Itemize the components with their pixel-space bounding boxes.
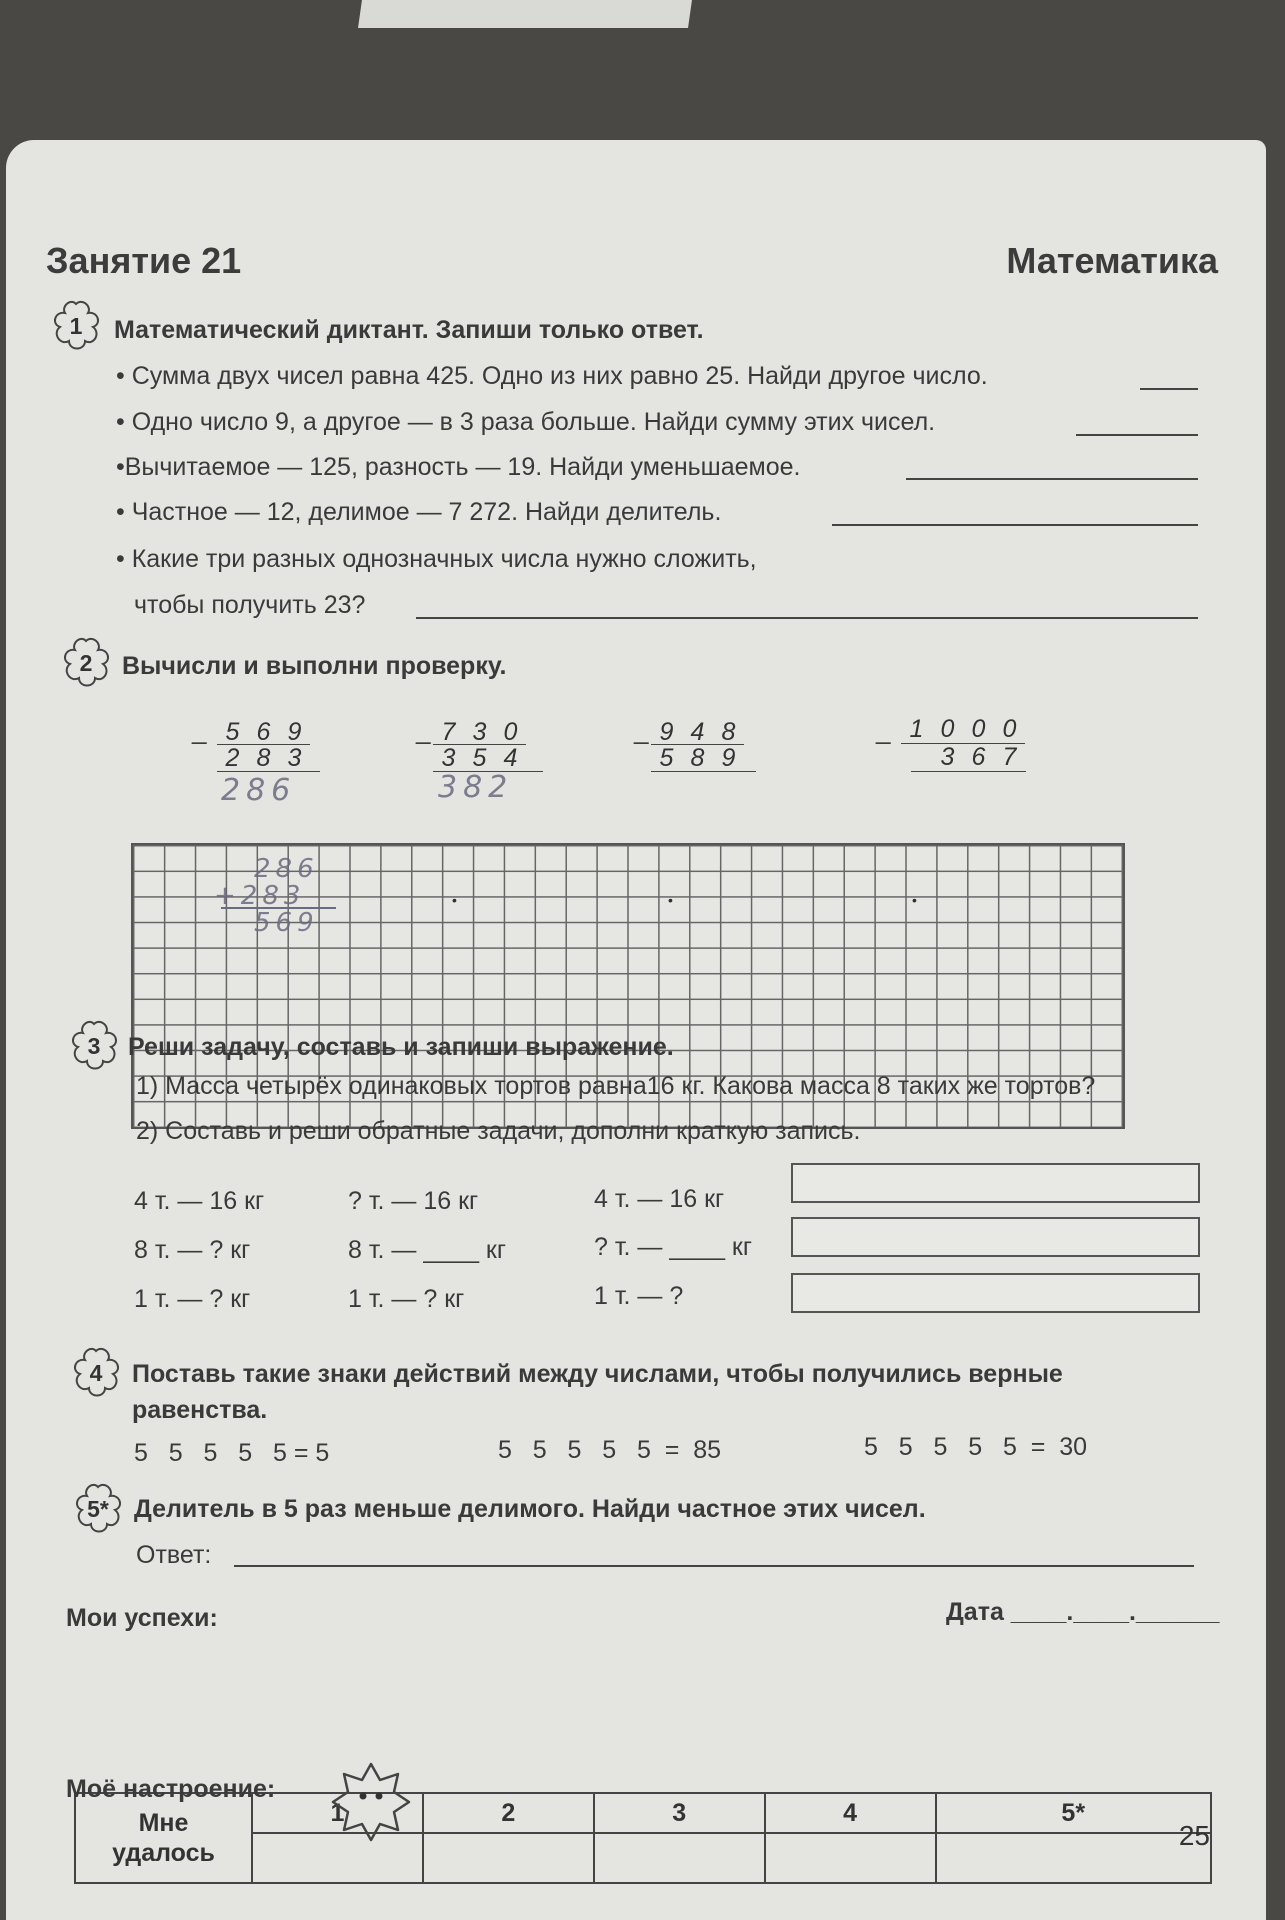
success-col-header: 2: [423, 1793, 594, 1833]
col1-top-digit: 5: [225, 718, 240, 746]
short-record-3-row-3: 1 т. — ?: [594, 1282, 684, 1310]
task-3-title: Реши задачу, составь и запиши выражение.: [128, 1033, 674, 1061]
col1-handwritten-answer: 286: [221, 773, 297, 808]
check-line-divider: [221, 907, 336, 909]
col4-result-line: [911, 771, 1026, 772]
success-col-header: 5*: [936, 1793, 1212, 1833]
col2-dot: •: [452, 892, 457, 908]
equation-1: 5 5 5 5 5 = 5: [134, 1439, 330, 1467]
mood-label: Моё настроение:: [66, 1775, 276, 1803]
success-col-header: 1: [252, 1793, 423, 1833]
col1-top-underline: [217, 744, 310, 745]
col4-bottom-digit: 6: [971, 743, 986, 771]
short-record-2-row-3: 1 т. — ? кг: [348, 1285, 465, 1313]
col3-top-digit: 4: [690, 718, 705, 746]
col1-result-line: [217, 771, 320, 772]
success-cell[interactable]: [936, 1833, 1212, 1883]
answer-box-1[interactable]: [791, 1163, 1200, 1203]
col2-bottom-digit: 3: [441, 744, 456, 772]
col3-bottom-digit: 5: [659, 744, 674, 772]
task-2-title: Вычисли и выполни проверку.: [122, 652, 507, 680]
col3-bottom-digit: 8: [690, 744, 705, 772]
equation-3: 5 5 5 5 5 = 30: [864, 1433, 1088, 1461]
check-line-3: 569: [254, 908, 319, 938]
short-record-1-row-1: 4 т. — 16 кг: [134, 1187, 265, 1215]
task-3-line-2: 2) Составь и реши обратные задачи, дополни краткую запись.: [136, 1117, 861, 1145]
task-1-number: 1: [69, 313, 83, 339]
col2-top-digit: 0: [503, 718, 518, 746]
task-1-item-6: чтобы получить 23?: [134, 591, 366, 619]
answer-line-5[interactable]: [416, 617, 1198, 619]
col4-top-digit: 0: [940, 715, 955, 743]
col3-result-line: [651, 771, 756, 772]
minus-sign-2: _: [416, 715, 431, 745]
answer-box-3[interactable]: [791, 1273, 1200, 1313]
col2-bottom-digit: 5: [472, 744, 487, 772]
success-cell[interactable]: [594, 1833, 765, 1883]
col2-handwritten-answer: 382: [438, 770, 514, 805]
task-5-answer-line[interactable]: [234, 1565, 1194, 1567]
col2-top-digit: 3: [472, 718, 487, 746]
date-field[interactable]: Дата ____.____.______: [946, 1598, 1220, 1626]
col4-bottom-digit: 7: [1002, 743, 1017, 771]
col1-top-digit: 9: [287, 718, 302, 746]
answer-line-3[interactable]: [906, 478, 1198, 480]
answer-line-2[interactable]: [1076, 434, 1198, 436]
task-1-badge: [48, 300, 104, 352]
col1-bottom-digit: 2: [225, 744, 240, 772]
task-3-line-1: 1) Масса четырёх одинаковых тортов равна16 кг. Какова масса 8 таких же тортов?: [136, 1072, 1096, 1100]
task-5-number: 5*: [87, 1496, 109, 1522]
col3-top-underline: [651, 744, 744, 745]
answer-line-4[interactable]: [832, 524, 1198, 526]
task-1-item-2: • Одно число 9, а другое — в 3 раза больше. Найди сумму этих чисел.: [116, 408, 936, 436]
col2-top-underline: [433, 744, 526, 745]
col3-dot: •: [668, 892, 673, 908]
short-record-2-row-2: 8 т. — ____ кг: [348, 1236, 506, 1264]
background-notebook: [358, 0, 692, 28]
task-4-title-line-1: Поставь такие знаки действий между числами, чтобы получились верные: [132, 1360, 1063, 1388]
subject-title: Математика: [1006, 240, 1218, 281]
col2-top-digit: 7: [441, 718, 456, 746]
col4-dot: •: [912, 892, 917, 908]
answer-box-2[interactable]: [791, 1217, 1200, 1257]
task-1-item-5: • Какие три разных однозначных числа нужно сложить,: [116, 545, 757, 573]
col4-top-digit: 1: [909, 715, 924, 743]
task-5-title: Делитель в 5 раз меньше делимого. Найди частное этих чисел.: [134, 1495, 926, 1523]
success-col-header: 3: [594, 1793, 765, 1833]
col2-bottom-digit: 4: [503, 744, 518, 772]
short-record-3-row-2: ? т. — ____ кг: [594, 1233, 752, 1261]
success-cell[interactable]: [765, 1833, 936, 1883]
success-row-label: [75, 1793, 252, 1883]
task-5-badge: [70, 1483, 126, 1535]
col4-top-underline: [901, 743, 1025, 744]
success-col-header: 4: [765, 1793, 936, 1833]
col4-bottom-digit: 3: [940, 743, 955, 771]
short-record-3-row-1: 4 т. — 16 кг: [594, 1185, 725, 1213]
mood-star-icon[interactable]: [330, 1760, 412, 1842]
task-4-number: 4: [89, 1360, 103, 1386]
task-2-badge: [58, 637, 114, 689]
task-4-title-line-2: равенства.: [132, 1396, 268, 1424]
success-cell[interactable]: [423, 1833, 594, 1883]
task-1-item-3: •Вычитаемое — 125, разность — 19. Найди уменьшаемое.: [116, 453, 801, 481]
task-3-number: 3: [87, 1033, 101, 1059]
minus-sign-1: _: [192, 715, 207, 745]
task-1-item-1: • Сумма двух чисел равна 425. Одно из них равно 25. Найди другое число.: [116, 362, 988, 390]
short-record-1-row-3: 1 т. — ? кг: [134, 1285, 251, 1313]
col4-top-digit: 0: [1002, 715, 1017, 743]
success-table: [74, 1792, 1212, 1884]
short-record-1-row-2: 8 т. — ? кг: [134, 1236, 251, 1264]
task-1-title: Математический диктант. Запиши только ответ.: [114, 316, 704, 344]
col3-top-digit: 9: [659, 718, 674, 746]
success-label: Мои успехи:: [66, 1604, 218, 1632]
col3-bottom-digit: 9: [721, 744, 736, 772]
workbook-page: [6, 140, 1266, 1920]
success-row-label-1: Мне: [138, 1809, 189, 1837]
page-number: 25: [1178, 1820, 1210, 1851]
answer-line-1[interactable]: [1140, 388, 1198, 390]
col1-bottom-digit: 3: [287, 744, 302, 772]
minus-sign-3: _: [634, 715, 649, 745]
col4-top-digit: 0: [971, 715, 986, 743]
task-1-item-4: • Частное — 12, делимое — 7 272. Найди делитель.: [116, 498, 722, 526]
task-4-badge: [68, 1347, 124, 1399]
col1-top-digit: 6: [256, 718, 271, 746]
short-record-2-row-1: ? т. — 16 кг: [348, 1187, 479, 1215]
minus-sign-4: _: [876, 715, 891, 745]
task-3-badge: [66, 1020, 122, 1072]
lesson-title: Занятие 21: [46, 240, 242, 281]
task-5-answer-label: Ответ:: [136, 1541, 212, 1569]
check-line-2: +283: [214, 881, 306, 911]
success-row-label-2: удалось: [112, 1839, 215, 1867]
task-2-number: 2: [79, 650, 93, 676]
equation-2: 5 5 5 5 5 = 85: [498, 1436, 722, 1464]
check-line-1: 286: [254, 854, 319, 884]
col1-bottom-digit: 8: [256, 744, 271, 772]
col3-top-digit: 8: [721, 718, 736, 746]
